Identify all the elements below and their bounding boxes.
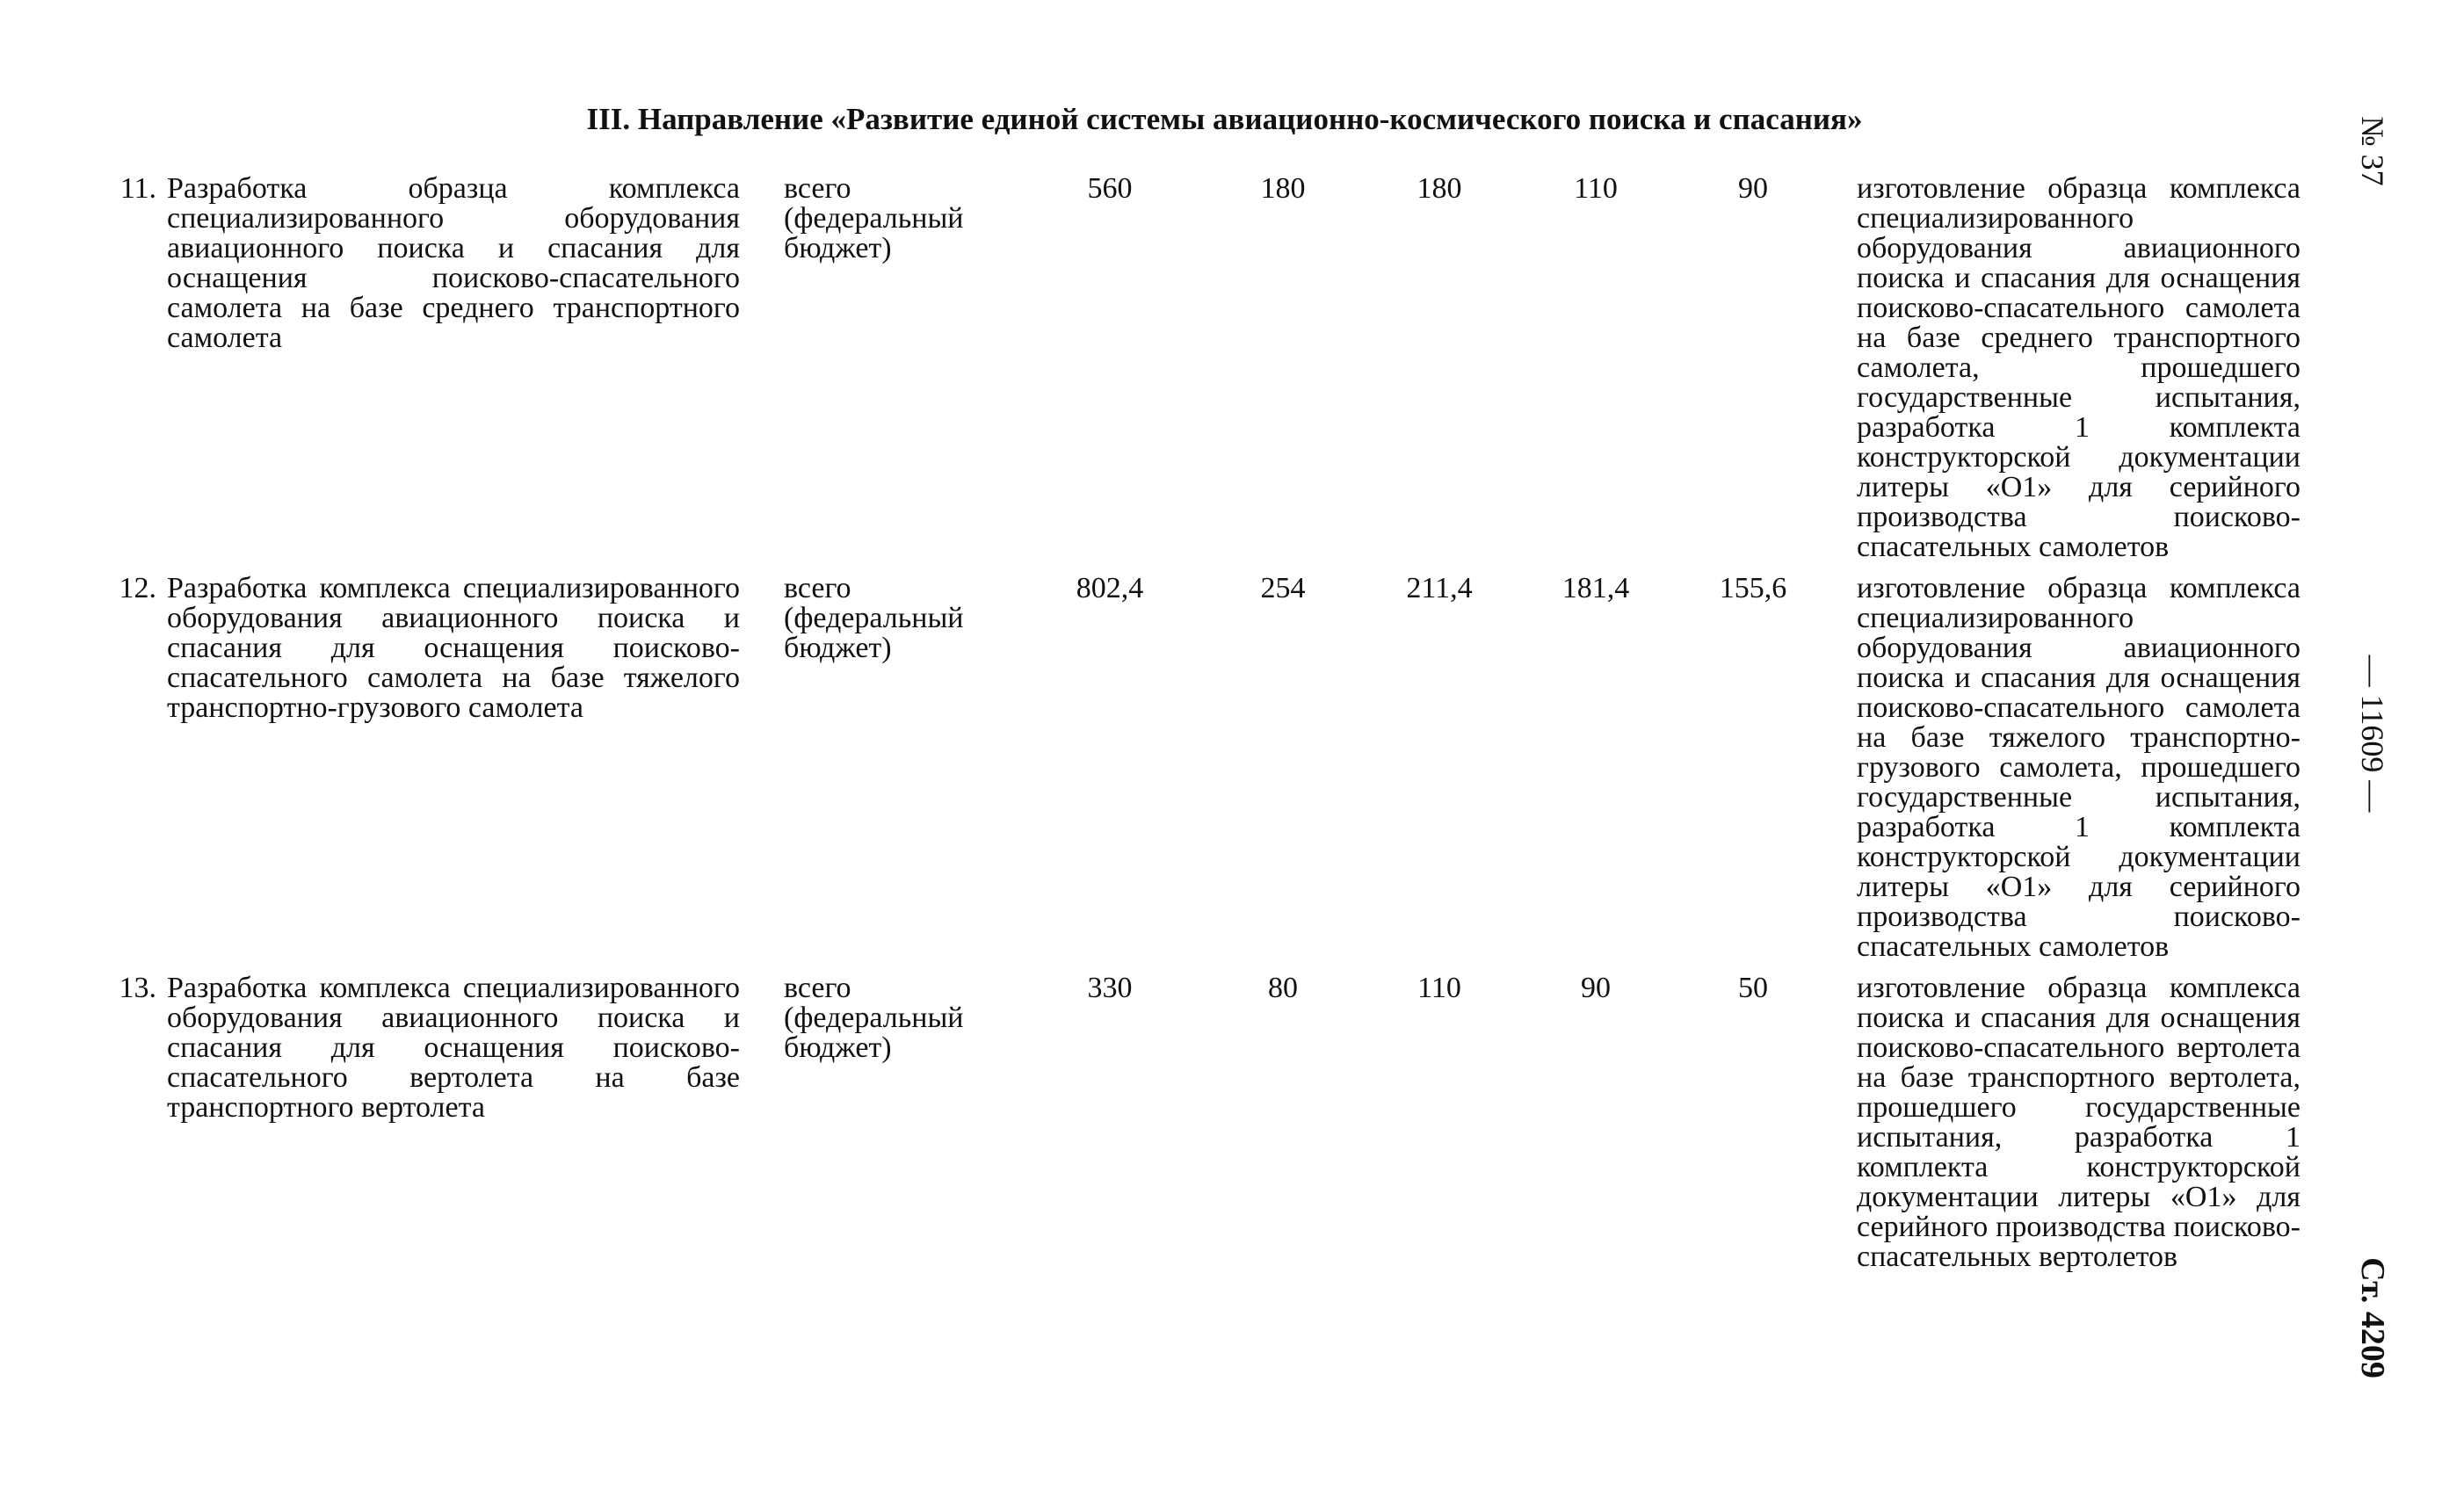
value-year-3: 110 (1574, 172, 1618, 205)
page-number: Ст. 4209 (2354, 1257, 2391, 1378)
value-year-2: 110 (1417, 972, 1461, 1004)
expected-result: изготовление образца комплекса специализированного оборудования авиационного поиска и спасания для оснащения поисково-спасательного самолета на базе тяжелого транспортно-грузового самолета, прошедшего государственные испытания, разработка 1 комплекта конструкторской документации литеры «О1» для серийного производства поисково-спасательных самолетов (1857, 572, 2300, 963)
value-year-2: 180 (1417, 172, 1462, 205)
row-description: Разработка комплекса специализированного оборудования авиационного поиска и спасания для оснащения поисково-спасательного вертолета на базе транспортного вертолета (167, 972, 740, 1124)
section-heading: III. Направление «Развитие единой системы авиационно-космического поиска и спасания» (586, 102, 1863, 136)
row-description: Разработка образца комплекса специализированного оборудования авиационного поиска и спасания для оснащения поисково-спасательного самолета на базе среднего транспортного самолета (167, 172, 740, 354)
funding-source: всего (федеральный бюджет) (784, 572, 964, 664)
value-year-1: 254 (1260, 572, 1306, 604)
value-year-2: 211,4 (1406, 572, 1473, 604)
value-year-3: 181,4 (1561, 572, 1630, 604)
funding-source: всего (федеральный бюджет) (784, 172, 964, 264)
value-year-1: 180 (1260, 172, 1306, 205)
expected-result: изготовление образца комплекса поиска и спасания для оснащения поисково-спасательного вертолета на базе транспортного вертолета, прошедшего государственные испытания, разработка 1 комплекта конструкторской документации литеры «О1» для серийного производства поисково-спасательных вертолетов (1857, 972, 2300, 1273)
value-year-1: 80 (1268, 972, 1298, 1004)
value-year-3: 90 (1581, 972, 1611, 1004)
row-number: 12. (119, 572, 156, 604)
expected-result: изготовление образца комплекса специализированного оборудования авиационного поиска и спасания для оснащения поисково-спасательного самолета на базе среднего транспортного самолета, прошедшего государственные испытания, разработка 1 комплекта конструкторской документации литеры «О1» для серийного производства поисково-спасательных самолетов (1857, 172, 2300, 563)
row-description: Разработка комплекса специализированного оборудования авиационного поиска и спасания для оснащения поисково-спасательного самолета на базе тяжелого транспортно-грузового самолета (167, 572, 740, 724)
value-year-4: 155,6 (1719, 572, 1787, 604)
issue-number: № 37 (2355, 116, 2390, 186)
value-total: 330 (1087, 972, 1133, 1004)
value-total: 560 (1087, 172, 1133, 205)
value-total: 802,4 (1076, 572, 1144, 604)
value-year-4: 50 (1738, 972, 1768, 1004)
funding-source: всего (федеральный бюджет) (784, 972, 964, 1064)
row-number: 13. (119, 972, 156, 1004)
row-number: 11. (120, 172, 156, 205)
value-year-4: 90 (1738, 172, 1768, 205)
document-number: — 11609 — (2355, 655, 2390, 813)
